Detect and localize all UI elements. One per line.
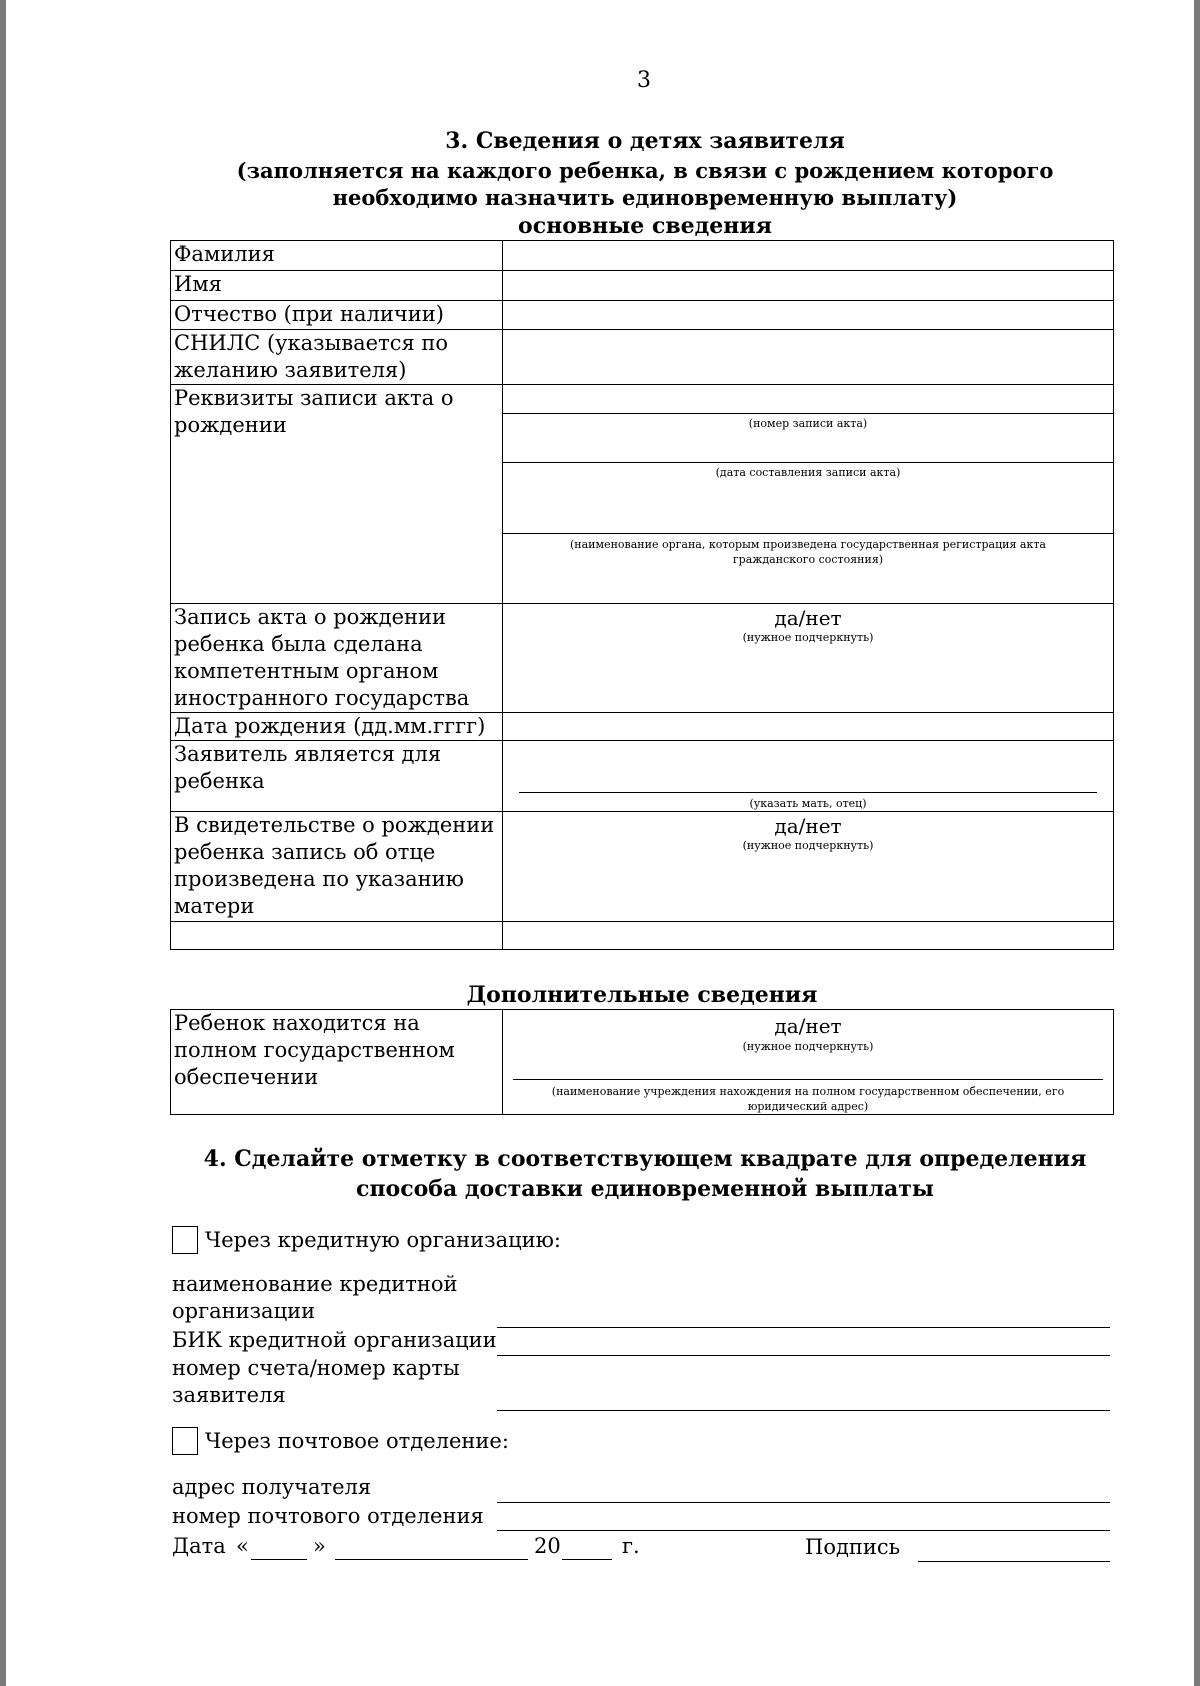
surname-field[interactable]: [503, 241, 1114, 271]
state-care-label: Ребенок находится на полном государственном обеспечении: [171, 1010, 503, 1115]
patronymic-label: Отчество (при наличии): [171, 301, 503, 330]
scan-edge-left: [0, 0, 6, 1686]
account-label-1: номер счета/номер карты: [172, 1356, 460, 1380]
main-info-heading: основные сведения: [518, 213, 772, 239]
father-record-cell[interactable]: [503, 812, 1114, 922]
applicant-is-label: Заявитель является для ребенка: [171, 741, 503, 812]
record-date-hint: (дата составления записи акта): [715, 466, 901, 479]
patronymic-field[interactable]: [503, 301, 1114, 330]
additional-info-table: [170, 1009, 1114, 1115]
name-label: Имя: [171, 271, 503, 301]
mother-father-hint: (указать мать, отец): [749, 797, 867, 810]
account-label-2: заявителя: [172, 1383, 286, 1407]
name-field[interactable]: [503, 271, 1114, 301]
foreign-yes-no[interactable]: да/нет: [774, 606, 842, 630]
signature-label: Подпись: [805, 1535, 901, 1559]
foreign-record-label: Запись акта о рождении ребенка была сделана компетентным органом иностранного государства: [171, 604, 503, 713]
post-office-line[interactable]: [497, 1530, 1110, 1531]
bik-line[interactable]: [497, 1355, 1110, 1356]
date-label: Дата: [172, 1534, 226, 1558]
father-record-label: В свидетельстве о рождении ребенка запись об отце произведена по указанию матери: [171, 812, 503, 922]
section3-title: 3. Сведения о детях заявителя: [445, 128, 845, 154]
snils-label: СНИЛС (указывается по желанию заявителя): [171, 330, 503, 385]
date-quote-open: «: [236, 1534, 249, 1558]
signature-line[interactable]: [918, 1561, 1110, 1562]
scan-edge-right: [1194, 0, 1200, 1686]
birth-date-field[interactable]: [503, 713, 1114, 741]
credit-option-label: Через кредитную организацию:: [205, 1228, 561, 1252]
bik-label: БИК кредитной организации: [172, 1328, 497, 1352]
bank-name-line[interactable]: [497, 1327, 1110, 1328]
bank-name-label-1: наименование кредитной: [172, 1272, 458, 1296]
date-day-line[interactable]: [251, 1559, 307, 1560]
section4-title-line2: способа доставки единовременной выплаты: [356, 1176, 934, 1202]
additional-heading: Дополнительные сведения: [466, 982, 818, 1008]
account-line[interactable]: [497, 1410, 1110, 1411]
page-number: 3: [637, 68, 651, 93]
state-care-yes-no[interactable]: да/нет: [774, 1014, 842, 1038]
state-care-underline-hint: (нужное подчеркнуть): [742, 1040, 874, 1053]
empty-right-cell[interactable]: [503, 922, 1114, 950]
date-month-line[interactable]: [335, 1559, 528, 1560]
applicant-is-cell: [503, 741, 1114, 812]
date-quote-close: »: [313, 1534, 326, 1558]
date-year-prefix: 20: [534, 1534, 561, 1558]
birth-record-label: Реквизиты записи акта о рождении: [171, 385, 503, 604]
post-option-label: Через почтовое отделение:: [205, 1429, 509, 1453]
credit-option-checkbox[interactable]: [172, 1226, 198, 1254]
foreign-record-cell[interactable]: [503, 604, 1114, 713]
section3-subtitle: (заполняется на каждого ребенка, в связи с рождением которого необходимо назначить единовременную выплату): [236, 158, 1054, 210]
post-office-label: номер почтового отделения: [172, 1504, 484, 1528]
children-info-table: [170, 240, 1114, 950]
date-year-suffix: г.: [622, 1534, 640, 1558]
record-number-hint: (номер записи акта): [748, 417, 868, 430]
father-underline-hint: (нужное подчеркнуть): [742, 839, 874, 852]
record-date-line[interactable]: [503, 462, 1113, 463]
bank-name-label-2: организации: [172, 1299, 316, 1323]
institution-hint: (наименование учреждения нахождения на полном государственном обеспечении, его юридический адрес): [551, 1085, 1065, 1113]
foreign-underline-hint: (нужное подчеркнуть): [742, 631, 874, 644]
snils-field[interactable]: [503, 330, 1114, 385]
section4-title-line1: 4. Сделайте отметку в соответствующем квадрате для определения: [203, 1146, 1087, 1172]
father-yes-no[interactable]: да/нет: [774, 814, 842, 838]
address-line[interactable]: [497, 1502, 1110, 1503]
empty-left-cell: [171, 922, 503, 950]
record-number-line[interactable]: [503, 413, 1113, 414]
record-organ-hint: (наименование органа, которым произведена государственная регистрация акта гражданского состояния): [570, 538, 1046, 566]
post-option-checkbox[interactable]: [172, 1427, 198, 1455]
birth-record-cell: [503, 385, 1114, 604]
birth-date-label: Дата рождения (дд.мм.гггг): [171, 713, 503, 741]
state-care-cell: [503, 1010, 1114, 1115]
institution-line[interactable]: [513, 1079, 1103, 1080]
address-label: адрес получателя: [172, 1475, 372, 1499]
record-organ-line[interactable]: [503, 533, 1113, 534]
surname-label: Фамилия: [171, 241, 503, 271]
date-year-line[interactable]: [562, 1559, 612, 1560]
applicant-relation-line[interactable]: [519, 792, 1097, 793]
